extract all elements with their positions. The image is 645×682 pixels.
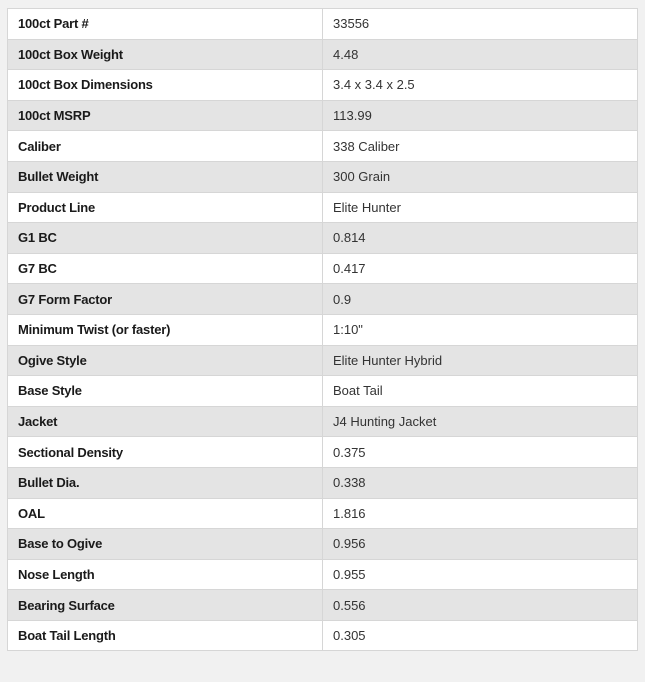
spec-value: 0.417	[323, 253, 638, 284]
spec-value: 0.956	[323, 529, 638, 560]
spec-value: 4.48	[323, 39, 638, 70]
spec-label: G1 BC	[8, 223, 323, 254]
table-row	[8, 590, 638, 621]
spec-value: 0.9	[323, 284, 638, 315]
table-row	[8, 376, 638, 407]
table-row	[8, 437, 638, 468]
table-row	[8, 314, 638, 345]
spec-label: Bearing Surface	[8, 590, 323, 621]
spec-value: 1:10"	[323, 314, 638, 345]
spec-value: 1.816	[323, 498, 638, 529]
specifications-table	[7, 8, 638, 651]
spec-label: Caliber	[8, 131, 323, 162]
spec-label: Bullet Weight	[8, 161, 323, 192]
spec-value: 0.955	[323, 559, 638, 590]
table-row	[8, 559, 638, 590]
spec-label: 100ct Box Dimensions	[8, 70, 323, 101]
spec-value: Boat Tail	[323, 376, 638, 407]
table-row	[8, 9, 638, 40]
spec-label: 100ct Part #	[8, 9, 323, 40]
spec-label: 100ct MSRP	[8, 100, 323, 131]
spec-label: 100ct Box Weight	[8, 39, 323, 70]
table-row	[8, 70, 638, 101]
spec-label: OAL	[8, 498, 323, 529]
spec-label: Jacket	[8, 406, 323, 437]
table-row	[8, 467, 638, 498]
table-row	[8, 223, 638, 254]
spec-label: Bullet Dia.	[8, 467, 323, 498]
spec-value: 0.338	[323, 467, 638, 498]
spec-value: 33556	[323, 9, 638, 40]
spec-value: 0.305	[323, 620, 638, 651]
spec-label: Sectional Density	[8, 437, 323, 468]
specifications-panel	[7, 8, 638, 651]
specifications-table-body	[8, 9, 638, 651]
spec-label: Ogive Style	[8, 345, 323, 376]
spec-value: 338 Caliber	[323, 131, 638, 162]
spec-value: 0.556	[323, 590, 638, 621]
table-row	[8, 529, 638, 560]
table-row	[8, 406, 638, 437]
spec-value: 0.375	[323, 437, 638, 468]
spec-value: J4 Hunting Jacket	[323, 406, 638, 437]
table-row	[8, 253, 638, 284]
spec-value: 3.4 x 3.4 x 2.5	[323, 70, 638, 101]
spec-value: 113.99	[323, 100, 638, 131]
table-row	[8, 39, 638, 70]
spec-label: Nose Length	[8, 559, 323, 590]
spec-label: Base to Ogive	[8, 529, 323, 560]
spec-value: 0.814	[323, 223, 638, 254]
table-row	[8, 131, 638, 162]
spec-label: Boat Tail Length	[8, 620, 323, 651]
table-row	[8, 284, 638, 315]
table-row	[8, 192, 638, 223]
spec-label: G7 BC	[8, 253, 323, 284]
spec-value: 300 Grain	[323, 161, 638, 192]
spec-label: Product Line	[8, 192, 323, 223]
spec-label: Base Style	[8, 376, 323, 407]
table-row	[8, 498, 638, 529]
spec-value: Elite Hunter Hybrid	[323, 345, 638, 376]
spec-label: G7 Form Factor	[8, 284, 323, 315]
spec-value: Elite Hunter	[323, 192, 638, 223]
table-row	[8, 620, 638, 651]
table-row	[8, 100, 638, 131]
table-row	[8, 161, 638, 192]
table-row	[8, 345, 638, 376]
spec-label: Minimum Twist (or faster)	[8, 314, 323, 345]
